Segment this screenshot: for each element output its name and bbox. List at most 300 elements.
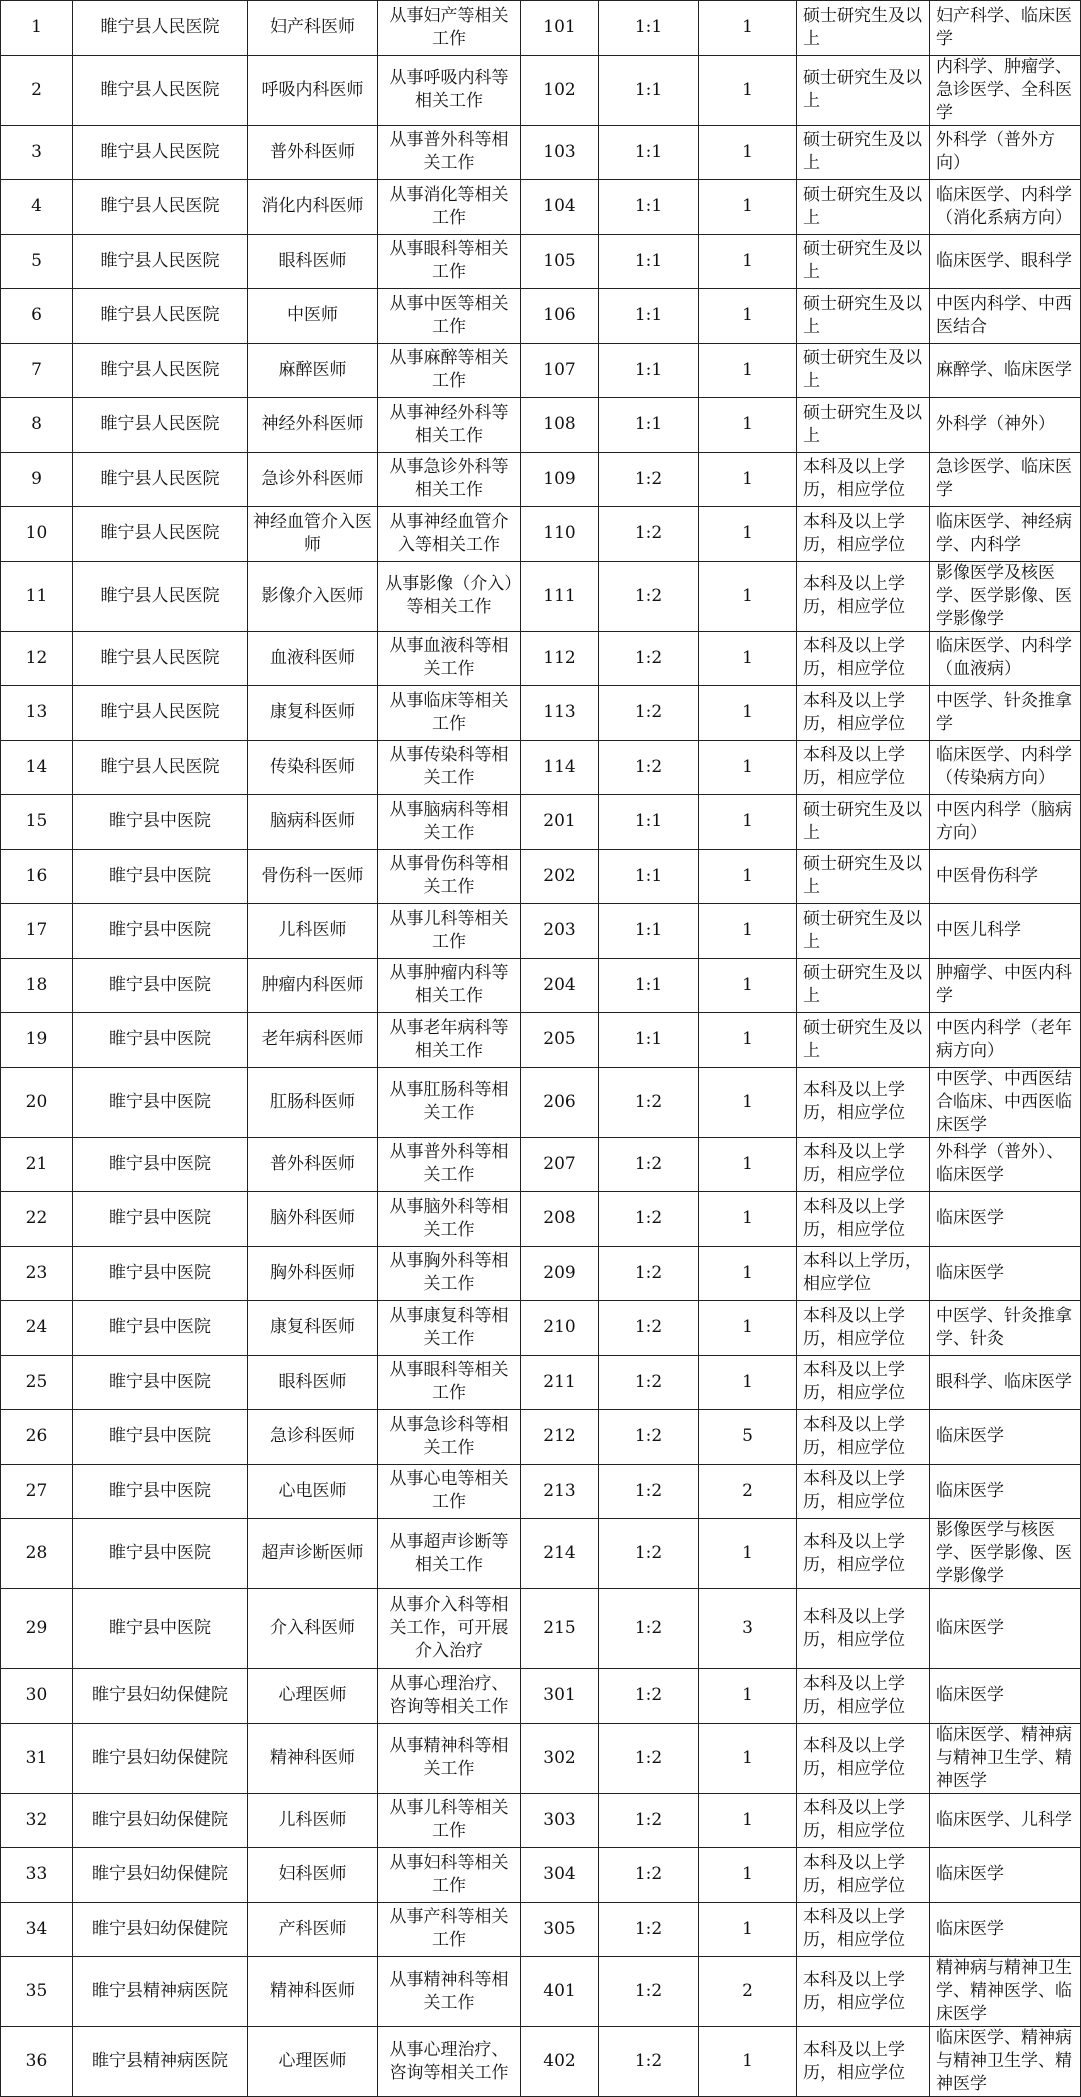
major-cell: 中医内科学（老年病方向）: [930, 1013, 1081, 1068]
row-number: 4: [1, 180, 73, 235]
major-cell: 中医学、针灸推拿学: [930, 686, 1081, 741]
duty-cell: 从事脑外科等相关工作: [378, 1192, 521, 1247]
position-cell: 中医师: [248, 289, 378, 344]
education-cell: 本科及以上学历，相应学位: [797, 2027, 930, 2097]
table-row: [1, 1669, 1081, 1724]
exam-ratio-cell: 1:1: [599, 1, 699, 56]
table-row: [1, 1067, 1081, 1137]
hiring-count-cell: 1: [699, 343, 797, 398]
exam-ratio-cell: 1:1: [599, 958, 699, 1013]
row-number: 13: [1, 686, 73, 741]
duty-cell: 从事神经外科等相关工作: [378, 398, 521, 453]
exam-ratio-cell: 1:2: [599, 1723, 699, 1793]
duty-cell: 从事中医等相关工作: [378, 289, 521, 344]
major-cell: 临床医学、内科学（消化系病方向）: [930, 180, 1081, 235]
table-row: [1, 1519, 1081, 1589]
employer-cell: 睢宁县精神病医院: [73, 1957, 248, 2027]
position-cell: 普外科医师: [248, 1137, 378, 1192]
table-row: [1, 795, 1081, 850]
row-number: 18: [1, 958, 73, 1013]
major-cell: 眼科学、临床医学: [930, 1355, 1081, 1410]
exam-ratio-cell: 1:2: [599, 1957, 699, 2027]
position-code-cell: 401: [521, 1957, 599, 2027]
hiring-count-cell: 1: [699, 125, 797, 180]
table-row: [1, 1246, 1081, 1301]
major-cell: 肿瘤学、中医内科学: [930, 958, 1081, 1013]
exam-ratio-cell: 1:2: [599, 1589, 699, 1669]
education-cell: 硕士研究生及以上: [797, 1, 930, 56]
education-cell: 本科及以上学历，相应学位: [797, 1192, 930, 1247]
education-cell: 硕士研究生及以上: [797, 343, 930, 398]
exam-ratio-cell: 1:1: [599, 55, 699, 125]
major-cell: 临床医学: [930, 1192, 1081, 1247]
position-code-cell: 102: [521, 55, 599, 125]
position-code-cell: 208: [521, 1192, 599, 1247]
education-cell: 硕士研究生及以上: [797, 849, 930, 904]
employer-cell: 睢宁县中医院: [73, 904, 248, 959]
hiring-count-cell: 1: [699, 686, 797, 741]
employer-cell: 睢宁县人民医院: [73, 343, 248, 398]
duty-cell: 从事消化等相关工作: [378, 180, 521, 235]
hiring-count-cell: 2: [699, 1464, 797, 1519]
position-cell: 胸外科医师: [248, 1246, 378, 1301]
hiring-count-cell: 1: [699, 1246, 797, 1301]
table-row: [1, 1957, 1081, 2027]
position-cell: 心理医师: [248, 2027, 378, 2097]
education-cell: 硕士研究生及以上: [797, 958, 930, 1013]
table-row: [1, 343, 1081, 398]
position-cell: 急诊外科医师: [248, 452, 378, 507]
major-cell: 临床医学、精神病与精神卫生学、精神医学: [930, 1723, 1081, 1793]
duty-cell: 从事传染科等相关工作: [378, 740, 521, 795]
exam-ratio-cell: 1:1: [599, 1013, 699, 1068]
education-cell: 本科及以上学历，相应学位: [797, 740, 930, 795]
education-cell: 硕士研究生及以上: [797, 398, 930, 453]
hiring-count-cell: 1: [699, 1848, 797, 1903]
position-code-cell: 108: [521, 398, 599, 453]
table-row: [1, 631, 1081, 686]
row-number: 5: [1, 234, 73, 289]
exam-ratio-cell: 1:2: [599, 561, 699, 631]
hiring-count-cell: 3: [699, 1589, 797, 1669]
duty-cell: 从事心理治疗、咨询等相关工作: [378, 2027, 521, 2097]
exam-ratio-cell: 1:2: [599, 1137, 699, 1192]
employer-cell: 睢宁县妇幼保健院: [73, 1848, 248, 1903]
hiring-count-cell: 1: [699, 1, 797, 56]
exam-ratio-cell: 1:2: [599, 1669, 699, 1724]
table-row: [1, 686, 1081, 741]
hiring-count-cell: 1: [699, 1301, 797, 1356]
row-number: 16: [1, 849, 73, 904]
major-cell: 中医学、针灸推拿学、针灸: [930, 1301, 1081, 1356]
row-number: 24: [1, 1301, 73, 1356]
duty-cell: 从事急诊外科等相关工作: [378, 452, 521, 507]
position-cell: 影像介入医师: [248, 561, 378, 631]
row-number: 25: [1, 1355, 73, 1410]
position-cell: 急诊科医师: [248, 1410, 378, 1465]
employer-cell: 睢宁县中医院: [73, 1410, 248, 1465]
exam-ratio-cell: 1:1: [599, 289, 699, 344]
table-row: [1, 234, 1081, 289]
position-cell: 产科医师: [248, 1902, 378, 1957]
hiring-count-cell: 1: [699, 1793, 797, 1848]
position-cell: 呼吸内科医师: [248, 55, 378, 125]
employer-cell: 睢宁县人民医院: [73, 125, 248, 180]
row-number: 19: [1, 1013, 73, 1068]
position-cell: 心理医师: [248, 1669, 378, 1724]
exam-ratio-cell: 1:2: [599, 1464, 699, 1519]
exam-ratio-cell: 1:1: [599, 125, 699, 180]
employer-cell: 睢宁县人民医院: [73, 740, 248, 795]
education-cell: 硕士研究生及以上: [797, 125, 930, 180]
row-number: 15: [1, 795, 73, 850]
row-number: 23: [1, 1246, 73, 1301]
employer-cell: 睢宁县人民医院: [73, 561, 248, 631]
employer-cell: 睢宁县人民医院: [73, 631, 248, 686]
education-cell: 本科及以上学历，相应学位: [797, 1464, 930, 1519]
hiring-count-cell: 1: [699, 958, 797, 1013]
row-number: 12: [1, 631, 73, 686]
hiring-count-cell: 2: [699, 1957, 797, 2027]
table-row: [1, 740, 1081, 795]
hiring-count-cell: 1: [699, 234, 797, 289]
hiring-count-cell: 1: [699, 1192, 797, 1247]
position-code-cell: 303: [521, 1793, 599, 1848]
position-cell: 儿科医师: [248, 1793, 378, 1848]
exam-ratio-cell: 1:1: [599, 398, 699, 453]
employer-cell: 睢宁县中医院: [73, 849, 248, 904]
hiring-count-cell: 1: [699, 2027, 797, 2097]
major-cell: 影像医学及核医学、医学影像、医学影像学: [930, 561, 1081, 631]
hiring-count-cell: 1: [699, 55, 797, 125]
position-cell: 血液科医师: [248, 631, 378, 686]
education-cell: 本科及以上学历，相应学位: [797, 631, 930, 686]
row-number: 31: [1, 1723, 73, 1793]
major-cell: 临床医学: [930, 1410, 1081, 1465]
employer-cell: 睢宁县人民医院: [73, 686, 248, 741]
exam-ratio-cell: 1:2: [599, 686, 699, 741]
employer-cell: 睢宁县中医院: [73, 1519, 248, 1589]
education-cell: 硕士研究生及以上: [797, 55, 930, 125]
employer-cell: 睢宁县妇幼保健院: [73, 1669, 248, 1724]
row-number: 8: [1, 398, 73, 453]
education-cell: 硕士研究生及以上: [797, 904, 930, 959]
exam-ratio-cell: 1:2: [599, 1902, 699, 1957]
row-number: 22: [1, 1192, 73, 1247]
hiring-count-cell: 1: [699, 398, 797, 453]
major-cell: 外科学（普外方向）: [930, 125, 1081, 180]
duty-cell: 从事普外科等相关工作: [378, 1137, 521, 1192]
position-code-cell: 301: [521, 1669, 599, 1724]
hiring-count-cell: 1: [699, 849, 797, 904]
duty-cell: 从事产科等相关工作: [378, 1902, 521, 1957]
position-code-cell: 203: [521, 904, 599, 959]
position-cell: 神经血管介入医师: [248, 507, 378, 562]
row-number: 28: [1, 1519, 73, 1589]
major-cell: 临床医学: [930, 1464, 1081, 1519]
exam-ratio-cell: 1:2: [599, 1301, 699, 1356]
position-cell: 精神科医师: [248, 1957, 378, 2027]
position-code-cell: 202: [521, 849, 599, 904]
hiring-count-cell: 1: [699, 795, 797, 850]
duty-cell: 从事普外科等相关工作: [378, 125, 521, 180]
row-number: 9: [1, 452, 73, 507]
duty-cell: 从事眼科等相关工作: [378, 1355, 521, 1410]
major-cell: 外科学（神外）: [930, 398, 1081, 453]
exam-ratio-cell: 1:1: [599, 904, 699, 959]
position-code-cell: 106: [521, 289, 599, 344]
row-number: 26: [1, 1410, 73, 1465]
major-cell: 临床医学、神经病学、内科学: [930, 507, 1081, 562]
major-cell: 精神病与精神卫生学、精神医学、临床医学: [930, 1957, 1081, 2027]
education-cell: 本科及以上学历，相应学位: [797, 1067, 930, 1137]
row-number: 7: [1, 343, 73, 398]
exam-ratio-cell: 1:2: [599, 452, 699, 507]
position-code-cell: 204: [521, 958, 599, 1013]
table-row: [1, 1137, 1081, 1192]
hiring-count-cell: 1: [699, 631, 797, 686]
education-cell: 硕士研究生及以上: [797, 289, 930, 344]
row-number: 35: [1, 1957, 73, 2027]
duty-cell: 从事肿瘤内科等相关工作: [378, 958, 521, 1013]
duty-cell: 从事精神科等相关工作: [378, 1723, 521, 1793]
exam-ratio-cell: 1:2: [599, 1192, 699, 1247]
employer-cell: 睢宁县中医院: [73, 1013, 248, 1068]
position-code-cell: 112: [521, 631, 599, 686]
position-cell: 肛肠科医师: [248, 1067, 378, 1137]
exam-ratio-cell: 1:2: [599, 1355, 699, 1410]
exam-ratio-cell: 1:1: [599, 180, 699, 235]
duty-cell: 从事血液科等相关工作: [378, 631, 521, 686]
table-row: [1, 1355, 1081, 1410]
exam-ratio-cell: 1:2: [599, 2027, 699, 2097]
table-row: [1, 1192, 1081, 1247]
duty-cell: 从事眼科等相关工作: [378, 234, 521, 289]
position-cell: 脑病科医师: [248, 795, 378, 850]
employer-cell: 睢宁县人民医院: [73, 507, 248, 562]
row-number: 2: [1, 55, 73, 125]
duty-cell: 从事精神科等相关工作: [378, 1957, 521, 2027]
exam-ratio-cell: 1:2: [599, 631, 699, 686]
major-cell: 中医内科学、中西医结合: [930, 289, 1081, 344]
education-cell: 本科以上学历，相应学位: [797, 1246, 930, 1301]
position-cell: 神经外科医师: [248, 398, 378, 453]
duty-cell: 从事影像（介入）等相关工作: [378, 561, 521, 631]
employer-cell: 睢宁县中医院: [73, 1301, 248, 1356]
row-number: 33: [1, 1848, 73, 1903]
duty-cell: 从事急诊科等相关工作: [378, 1410, 521, 1465]
hiring-count-cell: 1: [699, 1013, 797, 1068]
table-row: [1, 180, 1081, 235]
education-cell: 本科及以上学历，相应学位: [797, 686, 930, 741]
hiring-count-cell: 1: [699, 1067, 797, 1137]
exam-ratio-cell: 1:2: [599, 740, 699, 795]
exam-ratio-cell: 1:1: [599, 795, 699, 850]
duty-cell: 从事麻醉等相关工作: [378, 343, 521, 398]
position-cell: 精神科医师: [248, 1723, 378, 1793]
position-cell: 麻醉医师: [248, 343, 378, 398]
duty-cell: 从事脑病科等相关工作: [378, 795, 521, 850]
exam-ratio-cell: 1:2: [599, 1793, 699, 1848]
position-code-cell: 305: [521, 1902, 599, 1957]
position-code-cell: 211: [521, 1355, 599, 1410]
major-cell: 临床医学、精神病与精神卫生学、精神医学: [930, 2027, 1081, 2097]
exam-ratio-cell: 1:2: [599, 1246, 699, 1301]
major-cell: 临床医学: [930, 1902, 1081, 1957]
table-row: [1, 904, 1081, 959]
hiring-count-cell: 1: [699, 507, 797, 562]
row-number: 34: [1, 1902, 73, 1957]
employer-cell: 睢宁县人民医院: [73, 398, 248, 453]
row-number: 36: [1, 2027, 73, 2097]
major-cell: 中医儿科学: [930, 904, 1081, 959]
employer-cell: 睢宁县精神病医院: [73, 2027, 248, 2097]
table-row: [1, 2027, 1081, 2097]
table-row: [1, 1848, 1081, 1903]
position-code-cell: 111: [521, 561, 599, 631]
employer-cell: 睢宁县人民医院: [73, 1, 248, 56]
position-code-cell: 207: [521, 1137, 599, 1192]
table-row: [1, 1464, 1081, 1519]
hiring-count-cell: 1: [699, 452, 797, 507]
education-cell: 本科及以上学历，相应学位: [797, 1793, 930, 1848]
exam-ratio-cell: 1:1: [599, 234, 699, 289]
position-cell: 眼科医师: [248, 1355, 378, 1410]
position-code-cell: 205: [521, 1013, 599, 1068]
duty-cell: 从事老年病科等相关工作: [378, 1013, 521, 1068]
row-number: 32: [1, 1793, 73, 1848]
major-cell: 内科学、肿瘤学、急诊医学、全科医学: [930, 55, 1081, 125]
employer-cell: 睢宁县人民医院: [73, 180, 248, 235]
education-cell: 本科及以上学历，相应学位: [797, 561, 930, 631]
education-cell: 本科及以上学历，相应学位: [797, 1848, 930, 1903]
position-code-cell: 103: [521, 125, 599, 180]
major-cell: 临床医学: [930, 1669, 1081, 1724]
table-row: [1, 398, 1081, 453]
duty-cell: 从事神经血管介入等相关工作: [378, 507, 521, 562]
exam-ratio-cell: 1:2: [599, 507, 699, 562]
education-cell: 本科及以上学历，相应学位: [797, 1355, 930, 1410]
employer-cell: 睢宁县中医院: [73, 958, 248, 1013]
education-cell: 硕士研究生及以上: [797, 180, 930, 235]
position-code-cell: 113: [521, 686, 599, 741]
position-code-cell: 402: [521, 2027, 599, 2097]
major-cell: 影像医学与核医学、医学影像、医学影像学: [930, 1519, 1081, 1589]
hiring-count-cell: 1: [699, 1669, 797, 1724]
major-cell: 急诊医学、临床医学: [930, 452, 1081, 507]
position-cell: 介入科医师: [248, 1589, 378, 1669]
row-number: 27: [1, 1464, 73, 1519]
major-cell: 临床医学: [930, 1246, 1081, 1301]
row-number: 11: [1, 561, 73, 631]
position-code-cell: 101: [521, 1, 599, 56]
education-cell: 本科及以上学历，相应学位: [797, 1589, 930, 1669]
hiring-count-cell: 1: [699, 1137, 797, 1192]
position-code-cell: 213: [521, 1464, 599, 1519]
duty-cell: 从事妇产等相关工作: [378, 1, 521, 56]
position-code-cell: 110: [521, 507, 599, 562]
position-code-cell: 114: [521, 740, 599, 795]
duty-cell: 从事介入科等相关工作，可开展介入治疗: [378, 1589, 521, 1669]
major-cell: 临床医学: [930, 1848, 1081, 1903]
hiring-count-cell: 1: [699, 180, 797, 235]
major-cell: 妇产科学、临床医学: [930, 1, 1081, 56]
position-cell: 妇科医师: [248, 1848, 378, 1903]
major-cell: 临床医学、内科学（血液病）: [930, 631, 1081, 686]
table-row: [1, 1, 1081, 56]
position-cell: 儿科医师: [248, 904, 378, 959]
position-code-cell: 109: [521, 452, 599, 507]
row-number: 14: [1, 740, 73, 795]
row-number: 1: [1, 1, 73, 56]
table-row: [1, 561, 1081, 631]
position-code-cell: 214: [521, 1519, 599, 1589]
position-cell: 眼科医师: [248, 234, 378, 289]
education-cell: 本科及以上学历，相应学位: [797, 452, 930, 507]
hiring-count-cell: 1: [699, 904, 797, 959]
major-cell: 外科学（普外）、临床医学: [930, 1137, 1081, 1192]
row-number: 10: [1, 507, 73, 562]
hiring-count-cell: 1: [699, 1519, 797, 1589]
major-cell: 临床医学: [930, 1589, 1081, 1669]
employer-cell: 睢宁县人民医院: [73, 55, 248, 125]
duty-cell: 从事康复科等相关工作: [378, 1301, 521, 1356]
hiring-count-cell: 1: [699, 740, 797, 795]
row-number: 29: [1, 1589, 73, 1669]
duty-cell: 从事胸外科等相关工作: [378, 1246, 521, 1301]
position-cell: 超声诊断医师: [248, 1519, 378, 1589]
position-code-cell: 215: [521, 1589, 599, 1669]
position-cell: 普外科医师: [248, 125, 378, 180]
position-cell: 骨伤科一医师: [248, 849, 378, 904]
employer-cell: 睢宁县中医院: [73, 1355, 248, 1410]
education-cell: 本科及以上学历，相应学位: [797, 1723, 930, 1793]
position-code-cell: 304: [521, 1848, 599, 1903]
education-cell: 硕士研究生及以上: [797, 234, 930, 289]
position-code-cell: 201: [521, 795, 599, 850]
position-code-cell: 210: [521, 1301, 599, 1356]
table-row: [1, 55, 1081, 125]
employer-cell: 睢宁县中医院: [73, 1192, 248, 1247]
employer-cell: 睢宁县中医院: [73, 1464, 248, 1519]
exam-ratio-cell: 1:2: [599, 1067, 699, 1137]
employer-cell: 睢宁县人民医院: [73, 234, 248, 289]
education-cell: 本科及以上学历，相应学位: [797, 1410, 930, 1465]
table-row: [1, 1013, 1081, 1068]
exam-ratio-cell: 1:2: [599, 1410, 699, 1465]
major-cell: 临床医学、内科学（传染病方向）: [930, 740, 1081, 795]
education-cell: 本科及以上学历，相应学位: [797, 507, 930, 562]
employer-cell: 睢宁县妇幼保健院: [73, 1902, 248, 1957]
position-cell: 康复科医师: [248, 686, 378, 741]
position-cell: 消化内科医师: [248, 180, 378, 235]
major-cell: 临床医学、眼科学: [930, 234, 1081, 289]
table-row: [1, 1793, 1081, 1848]
table-row: [1, 507, 1081, 562]
hiring-count-cell: 5: [699, 1410, 797, 1465]
table-row: [1, 1589, 1081, 1669]
duty-cell: 从事儿科等相关工作: [378, 1793, 521, 1848]
hiring-count-cell: 1: [699, 289, 797, 344]
major-cell: 中医内科学（脑病方向）: [930, 795, 1081, 850]
duty-cell: 从事临床等相关工作: [378, 686, 521, 741]
education-cell: 本科及以上学历，相应学位: [797, 1957, 930, 2027]
duty-cell: 从事儿科等相关工作: [378, 904, 521, 959]
education-cell: 本科及以上学历，相应学位: [797, 1301, 930, 1356]
duty-cell: 从事超声诊断等相关工作: [378, 1519, 521, 1589]
exam-ratio-cell: 1:2: [599, 1848, 699, 1903]
row-number: 3: [1, 125, 73, 180]
